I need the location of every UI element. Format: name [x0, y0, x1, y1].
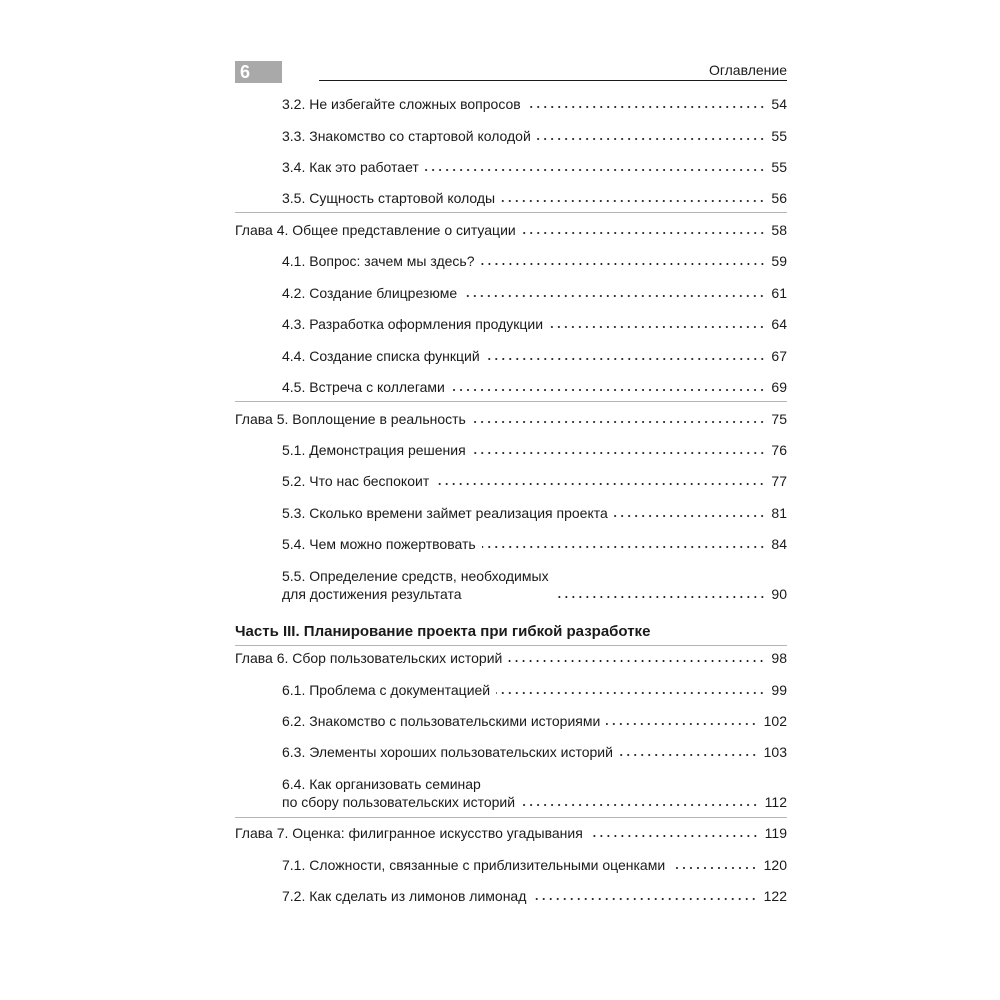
toc-entry-5-1[interactable] [282, 441, 787, 459]
leader-dots [527, 97, 766, 109]
table-of-contents [235, 0, 787, 1000]
toc-entry-page: 67 [771, 348, 787, 364]
toc-entry-3-4[interactable] [282, 158, 787, 176]
toc-entry-title: 7.2. Как сделать из лимонов лимонад [282, 888, 527, 904]
toc-entry-page: 69 [771, 379, 787, 395]
leader-dots [671, 858, 757, 870]
toc-entry-title: 5.1. Демонстрация решения [282, 442, 466, 458]
toc-entry-5-2[interactable] [282, 472, 787, 490]
divider [235, 401, 787, 402]
toc-entry-title: 7.1. Сложности, связанные с приблизительными оценками [282, 857, 666, 873]
toc-entry-page: 64 [771, 316, 787, 332]
leader-dots [486, 349, 766, 361]
leader-dots [482, 537, 766, 549]
toc-entry-page: 90 [771, 586, 787, 602]
toc-entry-page: 103 [763, 744, 787, 760]
divider [235, 817, 787, 818]
toc-entry-page: 98 [771, 650, 787, 666]
toc-entry-title: 6.1. Проблема с документацией [282, 682, 491, 698]
toc-entry-6-3[interactable] [282, 743, 787, 761]
toc-entry-page: 122 [763, 888, 787, 904]
toc-entry-page: 55 [771, 128, 787, 144]
toc-entry-title-line1: 6.4. Как организовать семинар [282, 776, 481, 792]
toc-entry-title: 3.4. Как это работает [282, 159, 419, 175]
toc-entry-title: 5.2. Что нас беспокоит [282, 473, 430, 489]
leader-dots [496, 683, 765, 695]
toc-entry-5-3[interactable] [282, 504, 787, 522]
toc-entry-chapter-4[interactable] [235, 221, 787, 239]
toc-entry-7-2[interactable] [282, 887, 787, 905]
divider [235, 212, 787, 213]
leader-dots [435, 474, 765, 486]
toc-entry-page: 76 [771, 442, 787, 458]
toc-entry-title: 5.3. Сколько времени займет реализация проекта [282, 505, 608, 521]
toc-entry-title: 4.3. Разработка оформления продукции [282, 316, 544, 332]
leader-dots [549, 317, 765, 329]
leader-dots [508, 651, 765, 663]
toc-entry-page: 99 [771, 682, 787, 698]
toc-entry-6-2[interactable] [282, 712, 787, 730]
toc-entry-page: 119 [764, 825, 787, 841]
toc-entry-title-line1: 5.5. Определение средств, необходимых [282, 568, 549, 584]
toc-entry-chapter-7[interactable] [235, 824, 787, 842]
leader-dots [501, 191, 765, 203]
toc-entry-5-5[interactable] [282, 567, 787, 603]
toc-entry-title-line2: для достижения результата [282, 586, 462, 602]
toc-entry-title: 3.2. Не избегайте сложных вопросов [282, 96, 521, 112]
leader-dots [463, 286, 765, 298]
leader-dots [451, 380, 766, 392]
leader-dots [472, 412, 766, 424]
divider [235, 645, 787, 646]
leader-dots [606, 714, 757, 726]
toc-entry-title: 5.4. Чем можно пожертвовать [282, 536, 476, 552]
toc-entry-page: 59 [771, 253, 787, 269]
toc-entry-3-3[interactable] [282, 127, 787, 145]
toc-entry-title [282, 567, 549, 603]
leader-dots [619, 745, 758, 757]
toc-entry-page: 84 [771, 536, 787, 552]
toc-entry-4-5[interactable] [282, 378, 787, 396]
leader-dots [537, 129, 766, 141]
toc-entry-page: 58 [771, 222, 787, 238]
toc-entry-title: 4.4. Создание списка функций [282, 348, 480, 364]
part-heading[interactable]: Часть III. Планирование проекта при гибкой разработке [235, 623, 651, 640]
toc-entry-4-3[interactable] [282, 315, 787, 333]
toc-entry-page: 56 [771, 190, 787, 206]
toc-entry-title-line2: по сбору пользовательских историй [282, 794, 516, 810]
page-number: 6 [235, 61, 282, 83]
toc-entry-4-2[interactable] [282, 284, 787, 302]
toc-entry-3-5[interactable] [282, 189, 787, 207]
toc-entry-3-2[interactable] [282, 95, 787, 113]
leader-dots [555, 587, 766, 599]
leader-dots [522, 223, 766, 235]
toc-entry-5-4[interactable] [282, 535, 787, 553]
toc-entry-title: 4.1. Вопрос: зачем мы здесь? [282, 253, 475, 269]
toc-entry-page: 55 [771, 159, 787, 175]
toc-entry-title: 3.3. Знакомство со стартовой колодой [282, 128, 531, 144]
toc-entry-page: 81 [771, 505, 787, 521]
leader-dots [532, 889, 757, 901]
toc-entry-page: 54 [771, 96, 787, 112]
toc-entry-title: Глава 5. Воплощение в реальность [235, 411, 466, 427]
toc-entry-page: 102 [763, 713, 787, 729]
toc-entry-4-1[interactable] [282, 252, 787, 270]
toc-entry-title: 6.2. Знакомство с пользовательскими историями [282, 713, 601, 729]
toc-entry-7-1[interactable] [282, 856, 787, 874]
toc-entry-title: 3.5. Сущность стартовой колоды [282, 190, 496, 206]
toc-entry-chapter-5[interactable] [235, 410, 787, 428]
toc-entry-title: Глава 7. Оценка: филигранное искусство угадывания [235, 825, 583, 841]
leader-dots [521, 795, 759, 807]
toc-entry-page: 77 [771, 473, 787, 489]
toc-entry-4-4[interactable] [282, 347, 787, 365]
leader-dots [425, 160, 766, 172]
toc-entry-6-1[interactable] [282, 681, 787, 699]
toc-entry-title [282, 775, 515, 811]
leader-dots [481, 254, 766, 266]
toc-entry-title: 6.3. Элементы хороших пользовательских историй [282, 744, 613, 760]
toc-entry-title: Глава 4. Общее представление о ситуации [235, 222, 516, 238]
toc-entry-page: 61 [771, 285, 787, 301]
leader-dots [589, 826, 759, 838]
toc-entry-title: 4.5. Встреча с коллегами [282, 379, 445, 395]
running-title: Оглавление [708, 62, 787, 78]
leader-dots [614, 506, 766, 518]
toc-entry-page: 120 [763, 857, 787, 873]
toc-entry-page: 112 [764, 794, 787, 810]
leader-dots [472, 443, 766, 455]
toc-entry-title: Глава 6. Сбор пользовательских историй [235, 650, 503, 666]
toc-entry-6-4[interactable] [282, 775, 787, 811]
toc-entry-page: 75 [771, 411, 787, 427]
toc-entry-chapter-6[interactable] [235, 649, 787, 667]
toc-entry-title: 4.2. Создание блицрезюме [282, 285, 458, 301]
